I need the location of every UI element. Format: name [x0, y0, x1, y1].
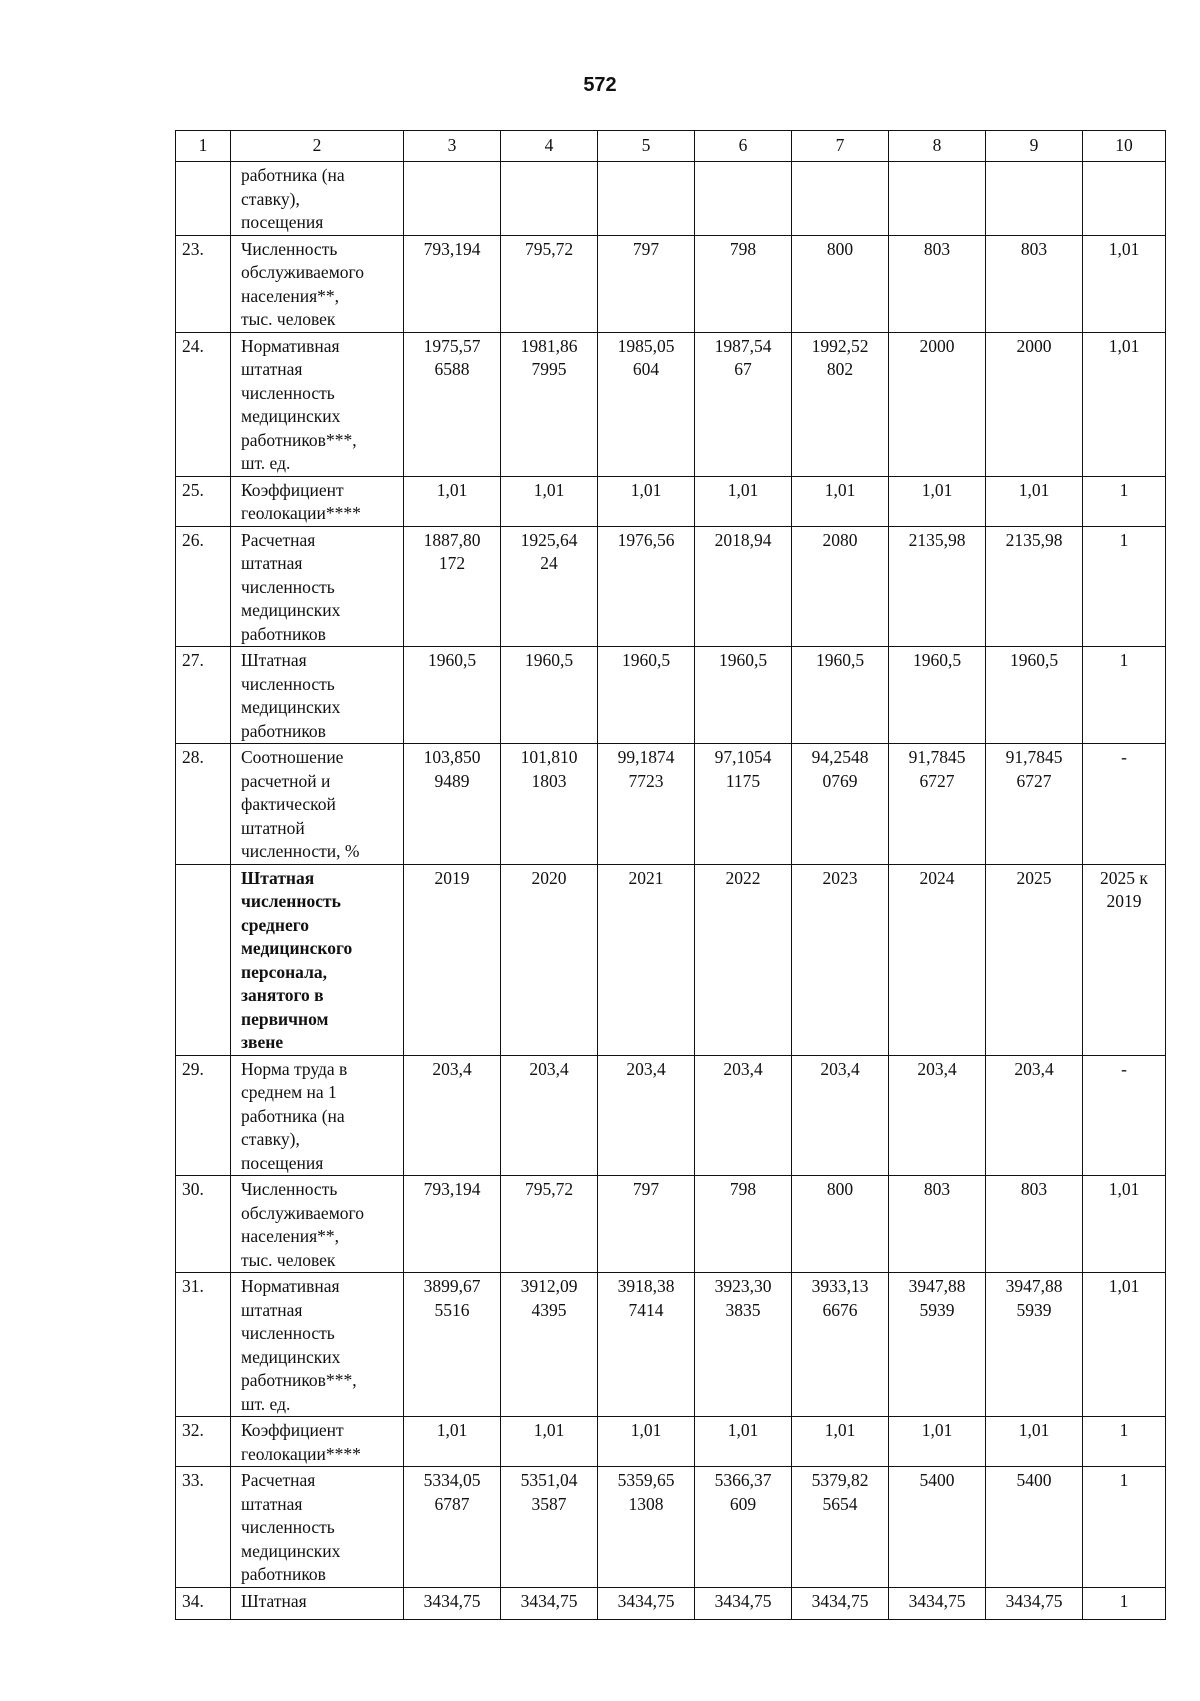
- indicator-name-text: Норма труда в среднем на 1 работника (на ставку), посещения: [241, 1058, 348, 1173]
- value-cell: 203,4: [792, 1055, 889, 1176]
- value-cell: 1960,5: [889, 647, 986, 744]
- value-cell: 798: [695, 235, 792, 332]
- value-cell: 798: [695, 1176, 792, 1273]
- value-cell: 1960,5: [695, 647, 792, 744]
- value-cell: 1: [1083, 1417, 1166, 1467]
- indicator-name-text: работника (на ставку), посещения: [241, 165, 345, 232]
- value-cell: 2025 к 2019: [1083, 864, 1166, 1055]
- value-cell: 1887,80 172: [404, 526, 501, 647]
- value-cell: 1925,64 24: [501, 526, 598, 647]
- value-cell: 99,1874 7723: [598, 744, 695, 865]
- table-row: [176, 1176, 1166, 1273]
- value-cell: 3918,38 7414: [598, 1273, 695, 1417]
- value-cell: 1960,5: [792, 647, 889, 744]
- column-number: 4: [501, 131, 598, 162]
- table-row: [176, 526, 1166, 647]
- value-cell: 1987,54 67: [695, 332, 792, 476]
- value-cell: 3947,88 5939: [889, 1273, 986, 1417]
- indicator-name-text: Нормативная штатная численность медицинских работников***, шт. ед.: [241, 335, 357, 473]
- table-section-row: [176, 864, 1166, 1055]
- table-row: [176, 476, 1166, 526]
- row-number: 27.: [176, 647, 231, 744]
- value-cell: 800: [792, 235, 889, 332]
- value-cell: 1,01: [695, 1417, 792, 1467]
- table-row: [176, 332, 1166, 476]
- row-number: 26.: [176, 526, 231, 647]
- value-cell: 803: [889, 1176, 986, 1273]
- value-cell: 1,01: [1083, 1176, 1166, 1273]
- indicator-name: [231, 162, 404, 236]
- value-cell: 1: [1083, 526, 1166, 647]
- indicator-name: [231, 1587, 404, 1619]
- value-cell: 1,01: [792, 476, 889, 526]
- indicator-name-text: Штатная: [241, 1590, 307, 1611]
- value-cell: 2000: [889, 332, 986, 476]
- value-cell: 795,72: [501, 235, 598, 332]
- indicator-name: [231, 476, 404, 526]
- value-cell: 94,2548 0769: [792, 744, 889, 865]
- row-number: 32.: [176, 1417, 231, 1467]
- indicator-name: [231, 332, 404, 476]
- value-cell: 203,4: [598, 1055, 695, 1176]
- row-number: 29.: [176, 1055, 231, 1176]
- indicator-name-text: Коэффициент геолокации****: [241, 479, 361, 523]
- column-number: 5: [598, 131, 695, 162]
- value-cell: 103,850 9489: [404, 744, 501, 865]
- value-cell: [404, 162, 501, 236]
- value-cell: 803: [889, 235, 986, 332]
- value-cell: [598, 162, 695, 236]
- table-row: [176, 647, 1166, 744]
- value-cell: 5366,37 609: [695, 1467, 792, 1588]
- value-cell: 3434,75: [598, 1587, 695, 1619]
- row-number: [176, 864, 231, 1055]
- value-cell: -: [1083, 1055, 1166, 1176]
- row-number: 28.: [176, 744, 231, 865]
- value-cell: 5334,05 6787: [404, 1467, 501, 1588]
- value-cell: 3434,75: [695, 1587, 792, 1619]
- value-cell: 203,4: [695, 1055, 792, 1176]
- value-cell: 797: [598, 235, 695, 332]
- value-cell: 5400: [986, 1467, 1083, 1588]
- value-cell: 1,01: [986, 476, 1083, 526]
- indicator-name-text: Штатная численность медицинских работников: [241, 650, 341, 741]
- indicator-name: [231, 235, 404, 332]
- value-cell: [889, 162, 986, 236]
- value-cell: 1960,5: [404, 647, 501, 744]
- value-cell: 2024: [889, 864, 986, 1055]
- value-cell: 1,01: [404, 1417, 501, 1467]
- value-cell: [986, 162, 1083, 236]
- indicator-name: [231, 744, 404, 865]
- row-number: 25.: [176, 476, 231, 526]
- value-cell: [792, 162, 889, 236]
- indicator-name-text: Расчетная штатная численность медицинских работников: [241, 1470, 341, 1584]
- value-cell: 1976,56: [598, 526, 695, 647]
- value-cell: 203,4: [986, 1055, 1083, 1176]
- value-cell: 3434,75: [501, 1587, 598, 1619]
- value-cell: 1,01: [986, 1417, 1083, 1467]
- table-row: [176, 235, 1166, 332]
- value-cell: [501, 162, 598, 236]
- page-number: 572: [583, 74, 617, 96]
- indicator-name-text: Численность обслуживаемого населения**, тыс. человек: [241, 1179, 365, 1270]
- value-cell: 5359,65 1308: [598, 1467, 695, 1588]
- value-cell: 803: [986, 1176, 1083, 1273]
- row-number: 33.: [176, 1467, 231, 1588]
- value-cell: 3923,30 3835: [695, 1273, 792, 1417]
- column-number: 7: [792, 131, 889, 162]
- table-row: [176, 1587, 1166, 1619]
- value-cell: 5379,82 5654: [792, 1467, 889, 1588]
- value-cell: 1,01: [1083, 332, 1166, 476]
- value-cell: 2025: [986, 864, 1083, 1055]
- value-cell: 1975,57 6588: [404, 332, 501, 476]
- value-cell: 793,194: [404, 235, 501, 332]
- value-cell: 203,4: [889, 1055, 986, 1176]
- table-row: [176, 1273, 1166, 1417]
- value-cell: 1,01: [1083, 235, 1166, 332]
- value-cell: 2023: [792, 864, 889, 1055]
- table-row: [176, 744, 1166, 865]
- value-cell: 803: [986, 235, 1083, 332]
- value-cell: 2135,98: [889, 526, 986, 647]
- value-cell: 1: [1083, 1467, 1166, 1588]
- value-cell: 3899,67 5516: [404, 1273, 501, 1417]
- column-number-row: [176, 131, 1166, 162]
- value-cell: 91,7845 6727: [986, 744, 1083, 865]
- column-number: 2: [231, 131, 404, 162]
- value-cell: 2020: [501, 864, 598, 1055]
- indicator-name: [231, 647, 404, 744]
- value-cell: 91,7845 6727: [889, 744, 986, 865]
- value-cell: -: [1083, 744, 1166, 865]
- value-cell: 1,01: [695, 476, 792, 526]
- value-cell: 203,4: [501, 1055, 598, 1176]
- indicator-name-text: Расчетная штатная численность медицинских работников: [241, 529, 341, 644]
- row-number: 34.: [176, 1587, 231, 1619]
- staffing-table: [175, 130, 1166, 1620]
- value-cell: 1,01: [598, 476, 695, 526]
- value-cell: 2019: [404, 864, 501, 1055]
- value-cell: 203,4: [404, 1055, 501, 1176]
- value-cell: 1: [1083, 476, 1166, 526]
- value-cell: 1992,52 802: [792, 332, 889, 476]
- value-cell: 795,72: [501, 1176, 598, 1273]
- value-cell: 3933,13 6676: [792, 1273, 889, 1417]
- value-cell: [1083, 162, 1166, 236]
- value-cell: 3947,88 5939: [986, 1273, 1083, 1417]
- value-cell: 3434,75: [986, 1587, 1083, 1619]
- value-cell: 3434,75: [404, 1587, 501, 1619]
- value-cell: 1,01: [889, 476, 986, 526]
- value-cell: 1,01: [501, 476, 598, 526]
- column-number: 9: [986, 131, 1083, 162]
- indicator-name-text: Соотношение расчетной и фактической штатной численности, %: [241, 747, 360, 861]
- column-number: 3: [404, 131, 501, 162]
- indicator-name: [231, 1467, 404, 1588]
- value-cell: 1,01: [792, 1417, 889, 1467]
- value-cell: 3434,75: [792, 1587, 889, 1619]
- row-number: 31.: [176, 1273, 231, 1417]
- value-cell: 2021: [598, 864, 695, 1055]
- column-number: 1: [176, 131, 231, 162]
- indicator-name-text: Численность обслуживаемого населения**, тыс. человек: [241, 238, 365, 329]
- table-row: [176, 1467, 1166, 1588]
- indicator-name-text: Штатная численность среднего медицинского персонала, занятого в первичном звене: [241, 867, 353, 1052]
- row-number: [176, 162, 231, 236]
- indicator-name: [231, 526, 404, 647]
- value-cell: 1981,86 7995: [501, 332, 598, 476]
- indicator-name: [231, 1176, 404, 1273]
- value-cell: 1960,5: [501, 647, 598, 744]
- value-cell: 3434,75: [889, 1587, 986, 1619]
- value-cell: 1,01: [501, 1417, 598, 1467]
- value-cell: [695, 162, 792, 236]
- table-row: [176, 1055, 1166, 1176]
- row-number: 23.: [176, 235, 231, 332]
- row-number: 30.: [176, 1176, 231, 1273]
- value-cell: 2135,98: [986, 526, 1083, 647]
- value-cell: 800: [792, 1176, 889, 1273]
- value-cell: 2018,94: [695, 526, 792, 647]
- value-cell: 1: [1083, 1587, 1166, 1619]
- value-cell: 101,810 1803: [501, 744, 598, 865]
- value-cell: 797: [598, 1176, 695, 1273]
- value-cell: 2000: [986, 332, 1083, 476]
- column-number: 10: [1083, 131, 1166, 162]
- value-cell: 1,01: [404, 476, 501, 526]
- value-cell: 2080: [792, 526, 889, 647]
- value-cell: 5400: [889, 1467, 986, 1588]
- value-cell: 1: [1083, 647, 1166, 744]
- indicator-name-text: Коэффициент геолокации****: [241, 1420, 361, 1464]
- value-cell: 3912,09 4395: [501, 1273, 598, 1417]
- value-cell: 1,01: [598, 1417, 695, 1467]
- table-row: [176, 162, 1166, 236]
- section-title: [231, 864, 404, 1055]
- indicator-name: [231, 1055, 404, 1176]
- value-cell: 1,01: [1083, 1273, 1166, 1417]
- value-cell: 1985,05 604: [598, 332, 695, 476]
- value-cell: 2022: [695, 864, 792, 1055]
- value-cell: 5351,04 3587: [501, 1467, 598, 1588]
- value-cell: 1960,5: [986, 647, 1083, 744]
- value-cell: 97,1054 1175: [695, 744, 792, 865]
- column-number: 8: [889, 131, 986, 162]
- indicator-name: [231, 1273, 404, 1417]
- indicator-name: [231, 1417, 404, 1467]
- value-cell: 1,01: [889, 1417, 986, 1467]
- value-cell: 1960,5: [598, 647, 695, 744]
- value-cell: 793,194: [404, 1176, 501, 1273]
- table-row: [176, 1417, 1166, 1467]
- indicator-name-text: Нормативная штатная численность медицинских работников***, шт. ед.: [241, 1276, 357, 1414]
- column-number: 6: [695, 131, 792, 162]
- row-number: 24.: [176, 332, 231, 476]
